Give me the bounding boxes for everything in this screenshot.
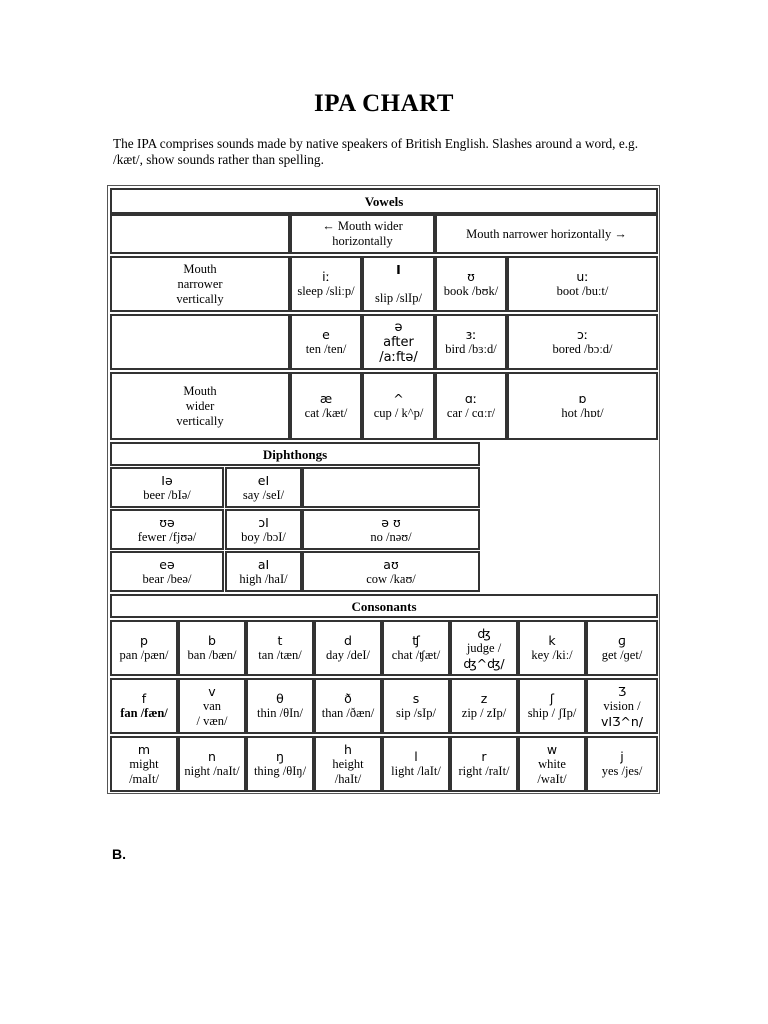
vowels-row-blank-label [110,314,290,370]
consonant-cell [246,620,314,676]
diphthong-cell [110,509,224,550]
consonant-cell [450,678,518,734]
diphthong-cell [225,509,302,550]
diphthong-symbol: Iə [161,472,173,488]
consonant-example: ban /bæn/ [187,648,237,662]
vowel-cell [435,372,507,440]
consonant-symbol: ŋ [276,749,284,764]
consonant-symbol: b [208,633,216,648]
vowel-cell [362,314,435,370]
consonant-cell [178,678,246,734]
consonant-cell [314,736,382,792]
consonant-symbol: h [344,741,352,757]
row-wider-line3: vertically [176,413,224,428]
vowel-example: boot /buːt/ [556,284,609,298]
vowel-cell [435,256,507,312]
diphthong-cell [110,551,224,592]
consonant-example: height [332,756,364,771]
consonant-example: get /ɡet/ [601,648,643,662]
vowel-cell [507,372,658,440]
consonant-symbol: s [412,691,420,706]
consonant-symbol: w [546,741,558,757]
diphthong-symbol: ə ʊ [381,514,401,530]
vowel-symbol: ^ [393,391,404,406]
diphthong-example: no /nəʊ/ [370,529,412,544]
consonant-cell [110,678,178,734]
diphthong-empty-cell [302,467,480,508]
diphthong-example: high /haI/ [239,571,288,586]
vowel-cell [290,314,362,370]
vowel-symbol: e [322,327,330,342]
consonant-example: might [129,756,159,771]
consonant-example: than /ðæn/ [321,706,375,720]
consonant-example: white [538,756,566,771]
consonant-cell [518,620,586,676]
consonants-header [110,594,658,618]
consonant-cell [450,620,518,676]
consonant-example: vision / [603,698,641,713]
vowels-row-wider-label [110,372,290,440]
vowels-header-label: Vowels [364,193,404,209]
diphthong-cell [225,467,302,508]
vowel-example: bird /bɜːd/ [445,342,497,356]
diphthong-symbol: aʊ [383,556,399,572]
vowel-example-transcription: /aːftə/ [379,349,418,365]
diphthongs-header [110,442,480,466]
consonant-cell [586,620,658,676]
vowel-symbol: ɜː [465,327,477,342]
consonant-symbol: z [480,691,488,706]
vowel-example: bored /bɔːd/ [552,342,613,356]
consonant-symbol: r [481,749,487,764]
intro-paragraph: The IPA comprises sounds made by native speakers of British English. Slashes around a word, e.g. /kæt/, show sounds rather than spelling. [113,136,639,167]
consonant-symbol: ʃ [549,691,555,706]
consonant-example: night /naIt/ [184,764,240,778]
consonant-example-transcription: / væn/ [196,713,228,728]
vowels-header [110,188,658,214]
diphthong-example: say /seI/ [242,487,285,502]
consonant-symbol: ɡ [618,633,626,648]
vowel-symbol: æ [319,391,333,406]
consonant-cell [246,678,314,734]
diphthong-cell [302,551,480,592]
diphthong-cell [110,467,224,508]
consonant-cell [178,620,246,676]
consonant-symbol: ʧ [412,633,420,648]
consonant-symbol: j [620,749,624,764]
consonant-symbol: v [208,683,216,699]
consonant-cell [450,736,518,792]
consonant-cell [518,736,586,792]
vowel-cell [507,256,658,312]
col-wider-line2: horizontally [332,234,393,248]
consonant-symbol: d [344,633,352,648]
consonant-symbol: ʤ [477,625,491,641]
diphthong-example: fewer /fjʊə/ [137,529,197,544]
vowel-symbol: ɑː [464,391,478,406]
consonant-cell [314,620,382,676]
vowel-example: cat /kæt/ [304,406,348,420]
consonant-example: pan /pæn/ [119,648,169,662]
consonant-symbol: θ [276,691,284,706]
vowel-cell [290,372,362,440]
consonant-example: key /kiː/ [531,648,573,662]
vowel-symbol: ə [394,319,403,335]
vowels-corner-cell [110,214,290,254]
col-wider-line1: ← Mouth wider [322,219,403,233]
diphthong-symbol: eI [257,472,270,488]
consonant-symbol: p [140,633,148,648]
consonants-header-label: Consonants [351,598,417,614]
diphthong-cell [225,551,302,592]
consonant-cell [110,620,178,676]
consonant-cell [382,620,450,676]
vowel-example: sleep /sliːp/ [297,284,355,298]
consonant-example: day /deI/ [325,648,371,662]
vowel-symbol: iː [322,269,330,284]
vowel-cell [507,314,658,370]
diphthong-symbol: ɔI [258,514,269,530]
row-narrower-line1: Mouth [183,261,217,276]
diphthongs-header-label: Diphthongs [262,446,328,462]
consonant-example: right /raIt/ [458,764,510,778]
consonant-cell [586,736,658,792]
vowel-example: after [383,334,414,350]
consonant-cell [382,678,450,734]
consonant-example: judge / [466,640,502,655]
vowels-col-wider [290,214,435,254]
consonant-cell [382,736,450,792]
vowel-cell [435,314,507,370]
consonant-cell [518,678,586,734]
col-narrower-label: Mouth narrower horizontally → [466,226,627,241]
consonant-symbol: n [208,749,216,764]
consonant-cell [314,678,382,734]
vowel-cell [290,256,362,312]
consonant-example-transcription: vIƷ^n/ [600,713,644,729]
row-wider-line1: Mouth [183,383,217,398]
vowel-symbol: ʊ [467,269,475,284]
consonant-example: light /laIt/ [391,764,441,778]
diphthong-symbol: aI [257,556,270,572]
vowel-example: hot /hɒt/ [561,406,604,420]
consonant-example: van [202,698,222,713]
diphthong-symbol: ʊə [159,514,175,530]
consonant-example-transcription: /haIt/ [334,771,362,786]
consonant-symbol: Ʒ [617,683,627,699]
consonant-example: ship / ʃIp/ [527,706,577,720]
vowel-example: ten /ten/ [305,342,347,356]
consonant-symbol: k [548,633,556,648]
consonant-example: chat /ʧæt/ [391,648,441,662]
vowel-cell [362,256,435,312]
consonant-example: sip /sIp/ [396,706,436,720]
diphthong-example: beer /bIə/ [143,487,191,502]
consonant-cell [246,736,314,792]
vowel-example: slip /slIp/ [375,291,422,305]
vowel-symbol: ɒ [578,391,587,406]
consonant-cell [110,736,178,792]
consonant-symbol: f [141,691,147,706]
consonant-example: zip / zIp/ [461,706,507,720]
vowels-row-narrower-label [110,256,290,312]
consonant-symbol: l [414,749,418,764]
section-label: B. [112,846,126,862]
page-title: IPA CHART [314,90,454,117]
row-narrower-line3: vertically [176,291,224,306]
vowel-example: car / cɑːr/ [446,406,496,420]
vowel-example: cup / k^p/ [373,406,424,420]
consonant-example: fan /fæn/ [120,706,168,720]
vowels-col-narrower [435,214,658,254]
row-wider-line2: wider [185,398,215,413]
consonant-cell [178,736,246,792]
consonant-example-transcription: /maIt/ [129,771,159,786]
consonant-example-transcription: /waIt/ [537,771,567,786]
diphthong-symbol: eə [159,556,175,572]
consonant-example: thin /θIn/ [257,706,303,720]
diphthong-example: bear /beə/ [142,571,192,586]
diphthong-example: boy /bɔI/ [241,529,286,544]
vowel-symbol: ɔː [576,327,589,342]
row-narrower-line2: narrower [177,276,223,291]
vowel-symbol: uː [576,269,589,284]
diphthong-example: cow /kaʊ/ [366,571,416,586]
consonant-cell [586,678,658,734]
vowel-symbol: I [396,262,401,277]
diphthong-cell [302,509,480,550]
consonant-example: yes /jes/ [601,764,643,778]
consonant-example: thing /θIŋ/ [253,764,307,778]
consonant-example-transcription: ʤ^ʤ/ [463,655,505,671]
vowel-example: book /bʊk/ [443,284,499,298]
consonant-symbol: t [277,633,283,648]
consonant-symbol: m [137,741,151,757]
consonant-example: tan /tæn/ [258,648,302,662]
vowel-cell [362,372,435,440]
consonant-symbol: ð [344,691,352,706]
